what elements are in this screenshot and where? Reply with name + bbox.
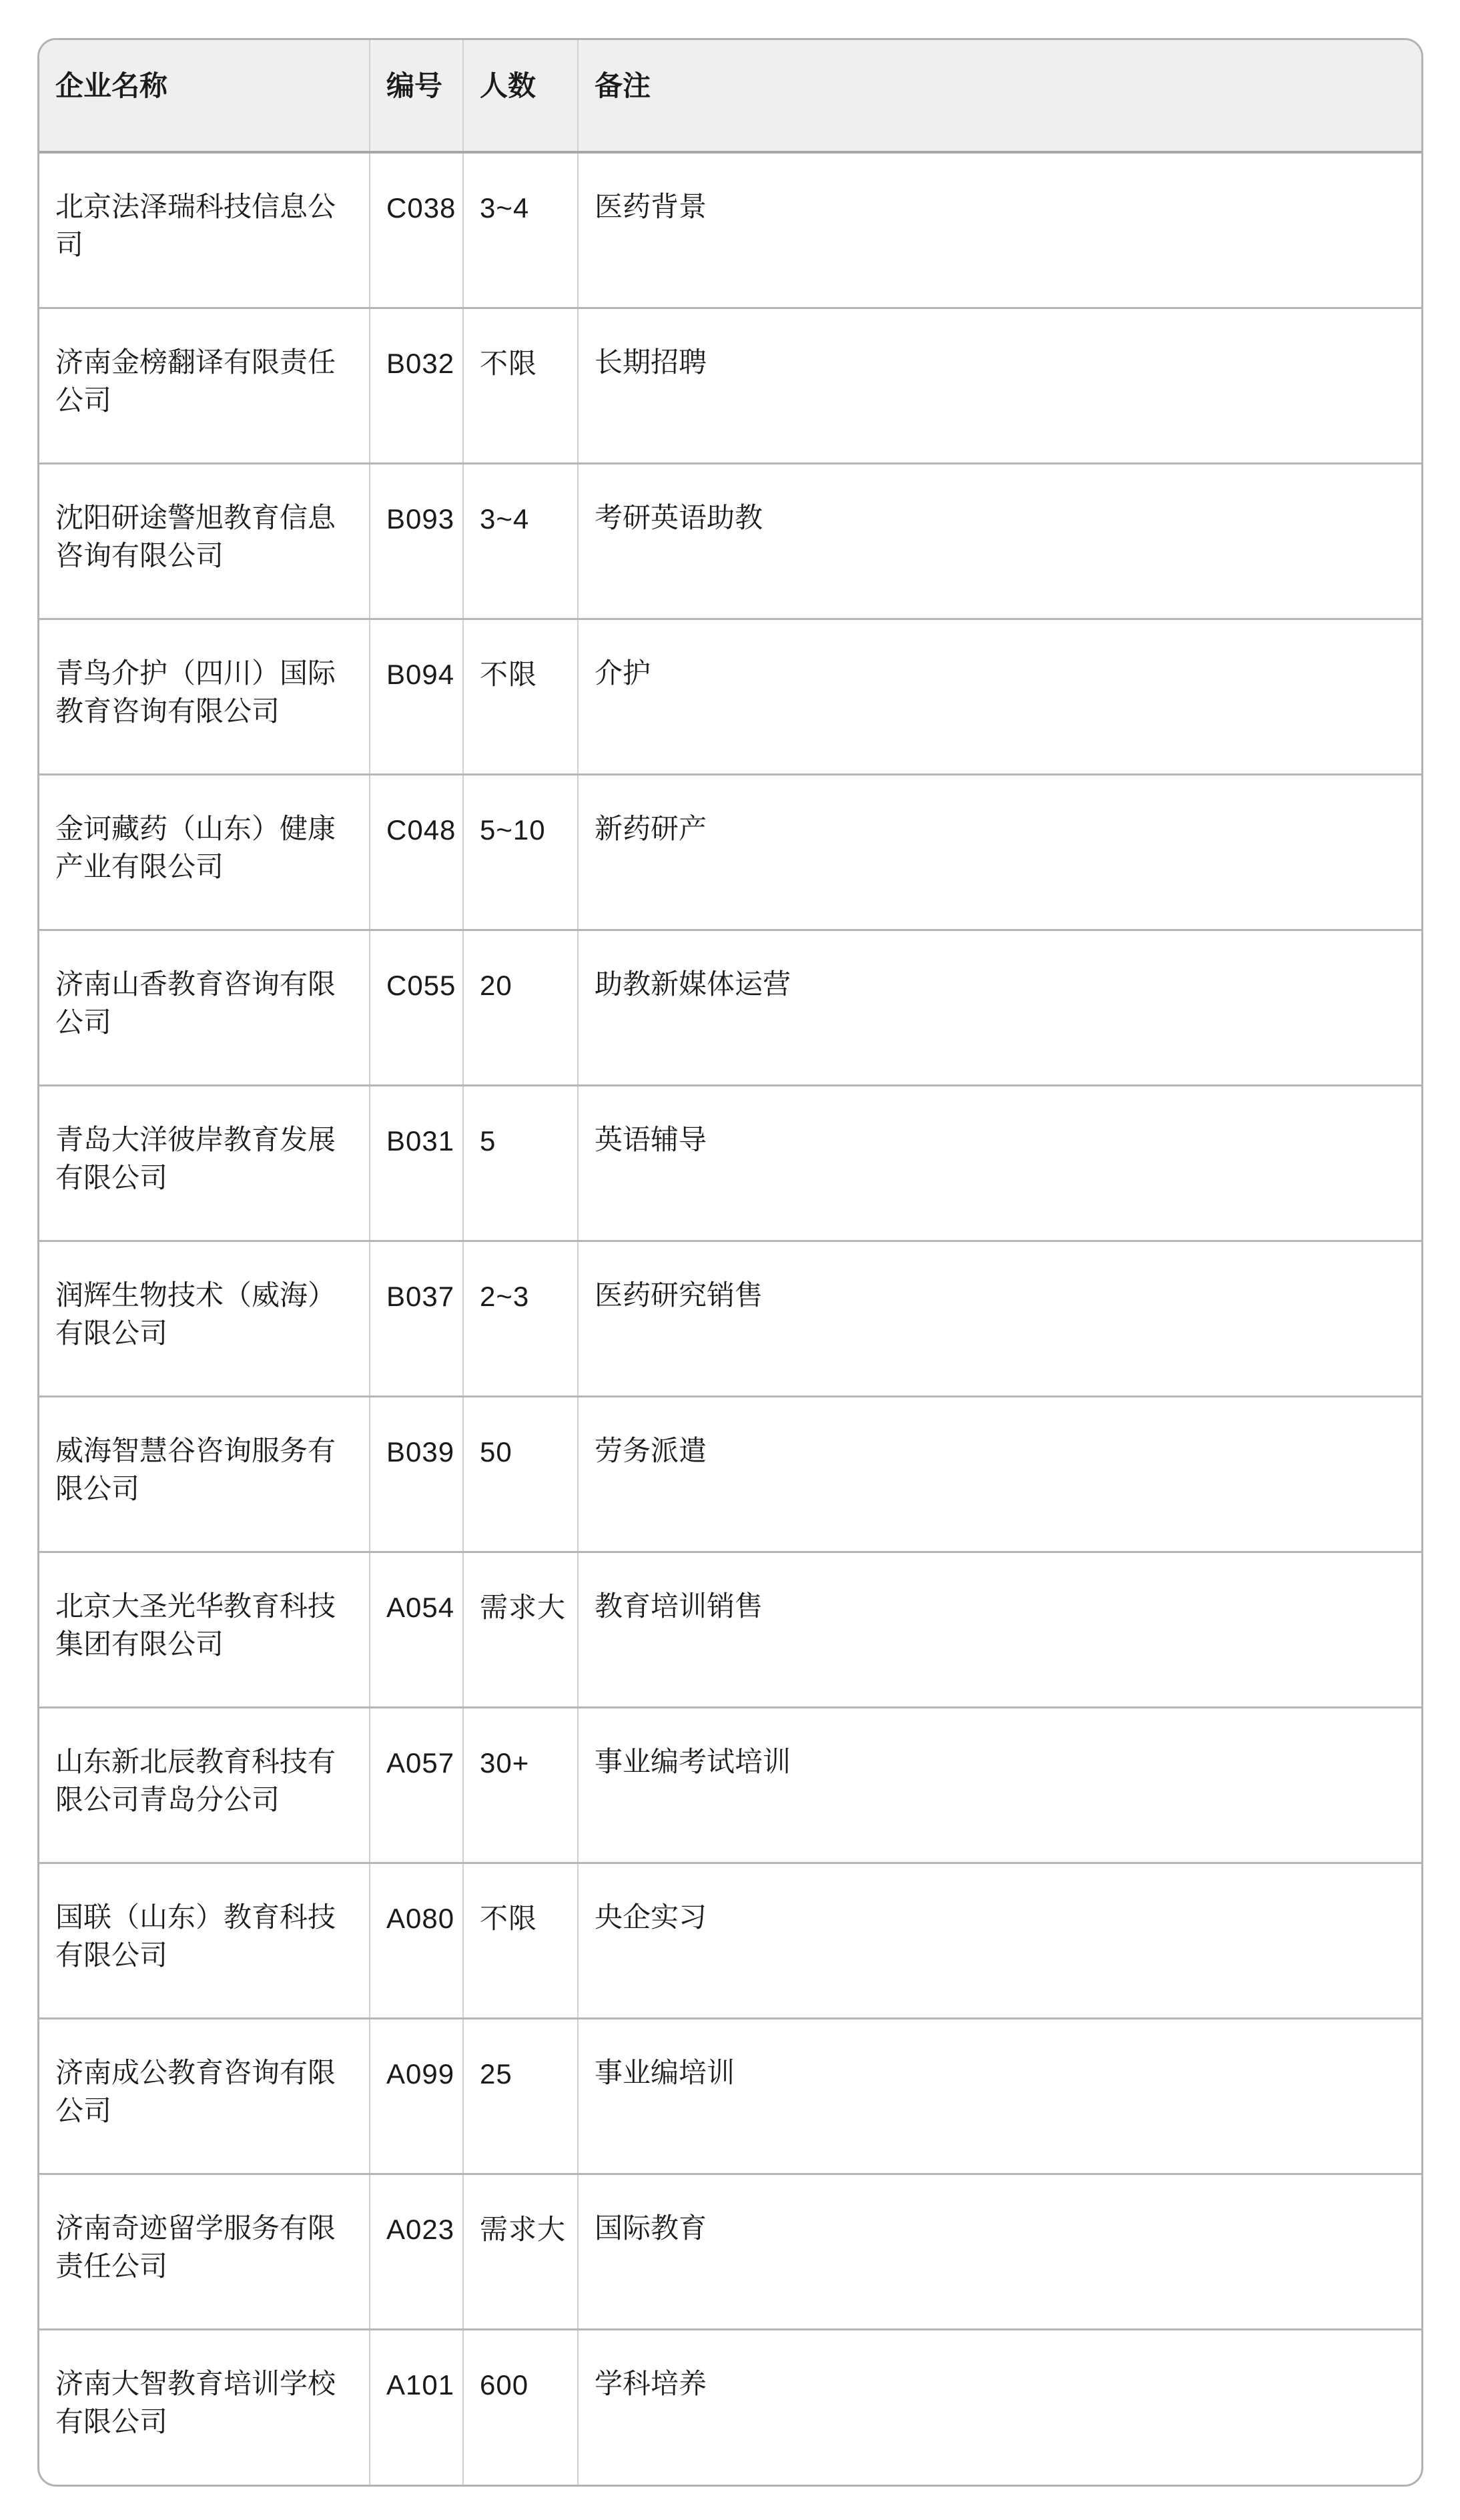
remark-cell: 劳务派遣 [578, 1396, 1421, 1552]
company-name-cell: 威海智慧谷咨询服务有限公司 [39, 1396, 370, 1552]
code-cell: C038 [370, 152, 463, 308]
code-cell: B094 [370, 619, 463, 774]
company-name-cell: 北京法泽瑞科技信息公司 [55, 192, 336, 261]
remark-cell: 介护 [578, 619, 1421, 774]
table-row [39, 774, 1421, 930]
remark-cell: 长期招聘 [578, 308, 1421, 463]
code-cell: C048 [370, 774, 463, 930]
remark-cell: 国际教育 [578, 2174, 1421, 2329]
table-row [39, 2018, 1421, 2174]
table-row [39, 152, 1421, 308]
company-name-cell: 山东新北辰教育科技有限公司青岛分公司 [39, 1707, 370, 1863]
code-cell: A023 [370, 2174, 463, 2329]
code-cell: A057 [370, 1707, 463, 1863]
company-name-cell: 济南金榜翻译有限责任公司 [39, 308, 370, 463]
headcount-cell: 需求大 [463, 2174, 578, 2329]
table-row [39, 1707, 1421, 1863]
remark-cell: 教育培训销售 [578, 1552, 1421, 1707]
table-body [39, 152, 1421, 2485]
company-name-cell: 金诃藏药（山东）健康产业有限公司 [39, 774, 370, 930]
code-cell: A101 [370, 2329, 463, 2485]
header-row [39, 40, 1421, 152]
headcount-cell: 30+ [463, 1707, 578, 1863]
code-cell: B039 [370, 1396, 463, 1552]
company-name-cell: 济南成公教育咨询有限公司 [39, 2018, 370, 2174]
code-cell: B032 [370, 308, 463, 463]
table-row [39, 1085, 1421, 1241]
company-name-cell: 国联（山东）教育科技有限公司 [39, 1863, 370, 2018]
headcount-cell: 不限 [463, 1863, 578, 2018]
code-cell: B031 [370, 1085, 463, 1241]
col-header-remark: 备注 [578, 40, 1421, 152]
company-name-cell: 青岛大洋彼岸教育发展有限公司 [39, 1085, 370, 1241]
table-row [39, 463, 1421, 619]
table-row [39, 2329, 1421, 2485]
headcount-cell: 5~10 [463, 774, 578, 930]
headcount-cell: 需求大 [463, 1552, 578, 1707]
headcount-cell: 20 [463, 930, 578, 1085]
companies-table [39, 40, 1421, 2485]
remark-cell: 助教新媒体运营 [578, 930, 1421, 1085]
col-header-company-name: 企业名称 [39, 40, 370, 152]
code-cell: A054 [370, 1552, 463, 1707]
headcount-cell: 5 [463, 1085, 578, 1241]
table-row [39, 930, 1421, 1085]
company-name-cell: 沈阳研途警旭教育信息咨询有限公司 [39, 463, 370, 619]
remark-cell: 新药研产 [578, 774, 1421, 930]
company-name-cell: 济南山香教育咨询有限公司 [39, 930, 370, 1085]
col-header-headcount: 人数 [463, 40, 578, 152]
headcount-cell: 3~4 [463, 152, 578, 308]
remark-cell: 事业编考试培训 [578, 1707, 1421, 1863]
company-name-cell: 北京大圣光华教育科技集团有限公司 [39, 1552, 370, 1707]
table-header [39, 40, 1421, 152]
headcount-cell: 3~4 [463, 463, 578, 619]
code-cell: A080 [370, 1863, 463, 2018]
table-row [39, 1241, 1421, 1396]
table-row [39, 1396, 1421, 1552]
remark-cell: 医药背景 [578, 152, 1421, 308]
code-cell: A099 [370, 2018, 463, 2174]
company-name-cell: 青鸟介护（四川）国际教育咨询有限公司 [39, 619, 370, 774]
table-row [39, 308, 1421, 463]
remark-cell: 央企实习 [578, 1863, 1421, 2018]
table-row [39, 619, 1421, 774]
headcount-cell: 不限 [463, 619, 578, 774]
remark-cell: 英语辅导 [578, 1085, 1421, 1241]
company-name-cell: 济南奇迹留学服务有限责任公司 [39, 2174, 370, 2329]
col-header-code: 编号 [370, 40, 463, 152]
headcount-cell: 50 [463, 1396, 578, 1552]
table-row [39, 2174, 1421, 2329]
table-row [39, 1863, 1421, 2018]
code-cell: B093 [370, 463, 463, 619]
companies-table-container [37, 38, 1423, 2487]
remark-cell: 事业编培训 [578, 2018, 1421, 2174]
company-name-cell: 润辉生物技术（威海）有限公司 [39, 1241, 370, 1396]
remark-cell: 考研英语助教 [578, 463, 1421, 619]
headcount-cell: 600 [463, 2329, 578, 2485]
remark-cell: 医药研究销售 [578, 1241, 1421, 1396]
headcount-cell: 2~3 [463, 1241, 578, 1396]
table-row [39, 1552, 1421, 1707]
company-name-cell: 济南大智教育培训学校有限公司 [39, 2329, 370, 2485]
remark-cell: 学科培养 [578, 2329, 1421, 2485]
headcount-cell: 25 [463, 2018, 578, 2174]
code-cell: C055 [370, 930, 463, 1085]
headcount-cell: 不限 [463, 308, 578, 463]
code-cell: B037 [370, 1241, 463, 1396]
